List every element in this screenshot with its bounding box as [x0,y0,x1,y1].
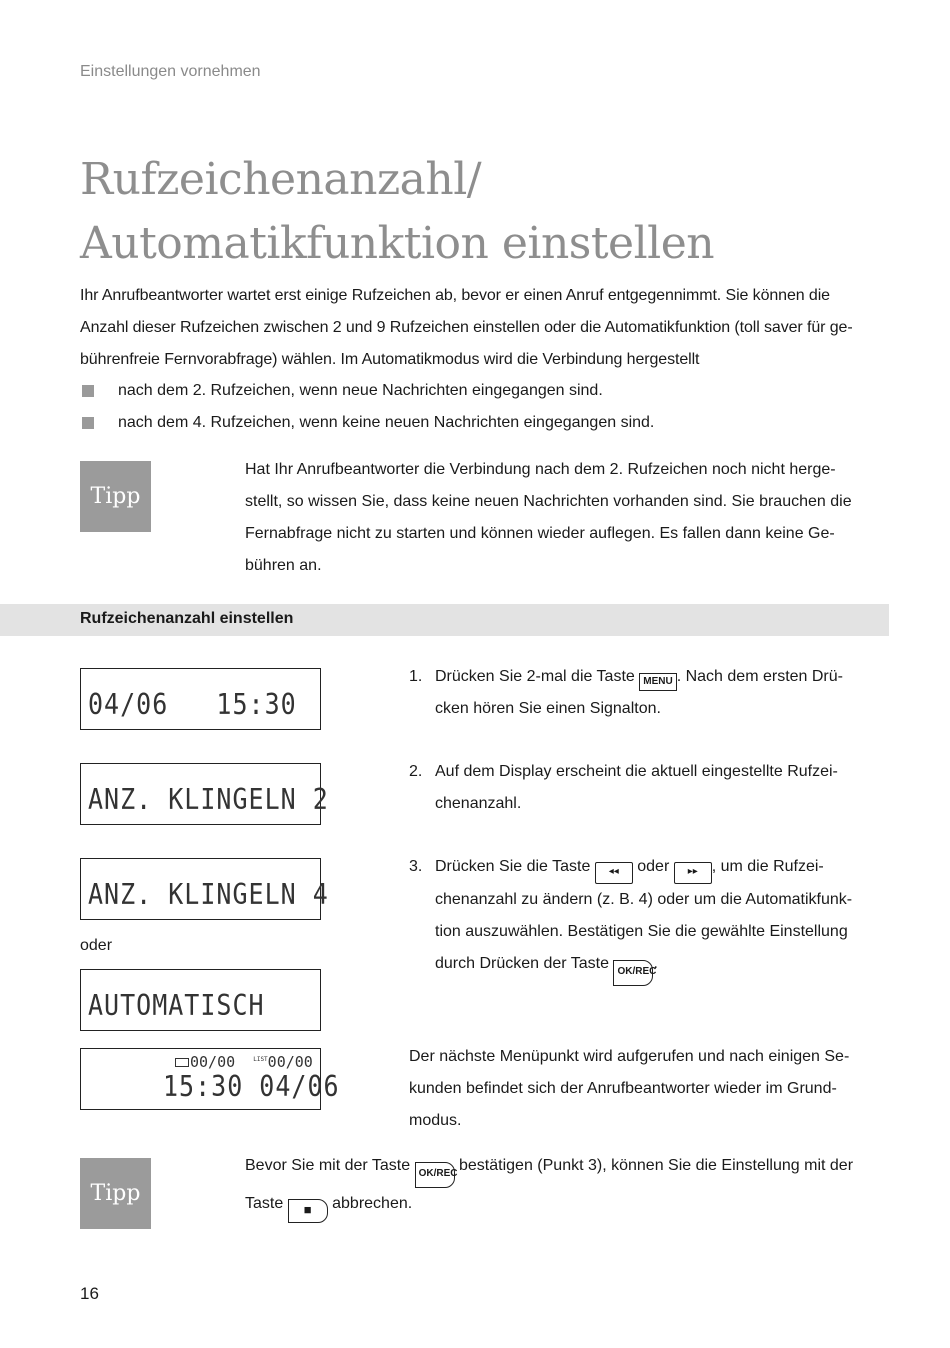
step-text: , um die Rufzei- [711,858,824,875]
lcd-list-label: LIST [253,1056,268,1063]
step-text: chenanzahl. [435,795,522,812]
lcd-time-date: 15:30 04/06 [163,1069,340,1103]
step-body [435,851,875,986]
ok-rec-key-icon: OK/REC [613,960,653,986]
oder-label: oder [80,937,113,954]
lcd-display-standby [80,1048,340,1110]
step-text: chenanzahl zu ändern (z. B. 4) oder um die Automatikfunk- [435,891,853,908]
result-text [409,1041,879,1137]
fast-forward-key-icon: ▸▸ [674,862,712,884]
step-2 [409,756,879,820]
lcd-text: ANZ. KLINGELN 4 [88,877,329,911]
section-header [0,604,889,636]
lcd-display-rings-2 [80,763,329,825]
tipp-text-2 [245,1150,875,1223]
step-text: oder [632,858,674,875]
tipp-badge: Tipp [80,461,151,532]
step-3 [409,851,879,979]
tipp-badge-2: Tipp [80,1158,151,1229]
lcd-text: 04/06 15:30 [88,687,297,721]
section-title: Rufzeichenanzahl einstellen [80,610,294,627]
running-head: Einstellungen vornehmen [80,63,261,80]
bullet-text: nach dem 4. Rufzeichen, wenn keine neuen Nachrichten eingegangen sind. [118,414,655,431]
intro-paragraph [80,280,880,376]
result-line: modus. [409,1112,462,1129]
tipp-line: bühren an. [245,557,322,574]
lcd-display-rings-4 [80,858,329,920]
ok-rec-key-icon: OK/REC [415,1162,455,1188]
lcd-counter-row [175,1053,313,1071]
page-title [80,148,714,276]
page-number: 16 [80,1284,99,1303]
lcd-text: ANZ. KLINGELN 2 [88,782,329,816]
bullet-item-1 [80,375,880,407]
tipp-line: bestätigen (Punkt 3), können Sie die Einstellung mit der [454,1157,854,1174]
bullet-text: nach dem 2. Rufzeichen, wenn neue Nachrichten eingegangen sind. [118,382,603,399]
tipp-line: abbrechen. [327,1195,413,1212]
result-line: Der nächste Menüpunkt wird aufgerufen und nach einigen Se- [409,1048,850,1065]
tipp-line: stellt, so wissen Sie, dass keine neuen Nachrichten vorhanden sind. Sie brauchen die [245,493,852,510]
page-title-line-2: Automatikfunktion einstellen [80,218,715,269]
result-line: kunden befindet sich der Anrufbeantworter wieder im Grund- [409,1080,837,1097]
page-title-line-1: Rufzeichenanzahl/ [80,154,482,205]
step-text: . [653,955,658,972]
intro-line-3: bührenfreie Fernvorabfrage) wählen. Im Automatikmodus wird die Verbindung hergestellt [80,351,700,368]
step-number: 3. [409,858,423,875]
tipp-line: Bevor Sie mit der Taste [245,1157,415,1174]
tape-icon [175,1058,189,1067]
lcd-display-date-time [80,668,321,730]
step-number: 1. [409,668,423,685]
lcd-counter-new: 00/00 [190,1053,236,1071]
step-text: Drücken Sie 2-mal die Taste [435,668,640,685]
bullet-square-icon [82,385,94,397]
menu-key-icon: MENU [639,673,676,691]
lcd-counter-list: 00/00 [267,1053,313,1071]
step-text: tion auszuwählen. Bestätigen Sie die gewählte Einstellung [435,923,848,940]
lcd-text: AUTOMATISCH [88,988,265,1022]
step-text: cken hören Sie einen Signalton. [435,700,661,717]
intro-line-1: Ihr Anrufbeantworter wartet erst einige Rufzeichen ab, bevor er einen Anruf entgegennimmt. Sie können die [80,287,830,304]
step-body [435,756,875,820]
step-text: durch Drücken der Taste [435,955,614,972]
step-1 [409,661,879,725]
bullet-item-2 [80,407,880,439]
step-text: Auf dem Display erscheint die aktuell eingestellte Rufzei- [435,763,838,780]
tipp-line: Taste [245,1195,288,1212]
step-body [435,661,875,725]
tipp-line: Hat Ihr Anrufbeantworter die Verbindung nach dem 2. Rufzeichen noch nicht herge- [245,461,836,478]
step-text: . Nach dem ersten Drü- [676,668,843,685]
step-text: Drücken Sie die Taste [435,858,595,875]
lcd-display-automatic [80,969,321,1031]
step-number: 2. [409,763,423,780]
tipp-text [245,454,875,582]
stop-key-icon: ■ [288,1199,328,1223]
tipp-line: Fernabfrage nicht zu starten und können wieder auflegen. Es fallen dann keine Ge- [245,525,835,542]
bullet-square-icon [82,417,94,429]
intro-line-2: Anzahl dieser Rufzeichen zwischen 2 und 9 Rufzeichen einstellen oder die Automatikfunktion (toll saver für ge- [80,319,853,336]
rewind-key-icon: ◂◂ [595,862,633,884]
